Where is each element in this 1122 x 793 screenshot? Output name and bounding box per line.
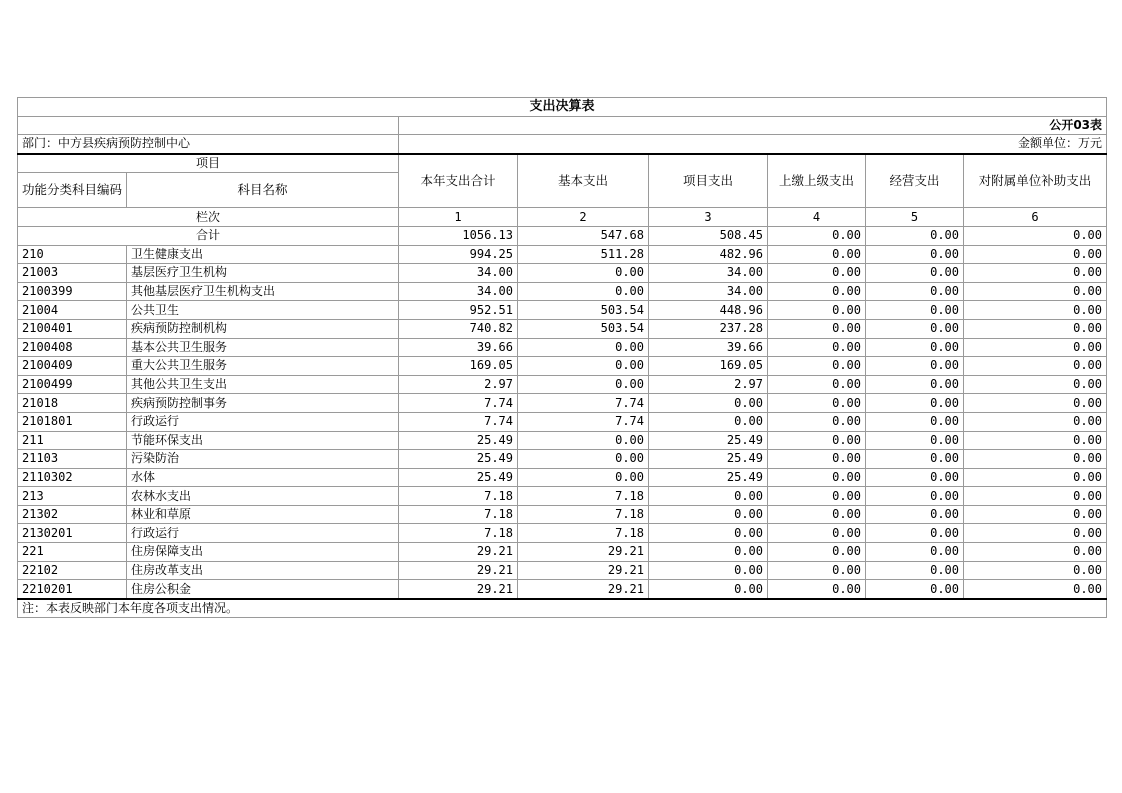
row-value: 25.49	[399, 431, 518, 450]
row-value: 0.00	[866, 338, 964, 357]
row-value: 169.05	[649, 357, 768, 376]
row-code: 2100499	[18, 375, 127, 394]
column-number: 2	[518, 208, 649, 227]
row-value: 0.00	[768, 338, 866, 357]
table-row	[18, 319, 1107, 338]
row-value: 0.00	[964, 264, 1107, 283]
total-value: 0.00	[964, 226, 1107, 245]
row-name: 住房公积金	[127, 580, 399, 599]
table-row	[18, 264, 1107, 283]
department-label: 部门：中方县疾病预防控制中心	[18, 135, 399, 154]
row-name: 疾病预防控制机构	[127, 319, 399, 338]
row-value: 511.28	[518, 245, 649, 264]
column-number: 3	[649, 208, 768, 227]
row-value: 0.00	[768, 375, 866, 394]
header-subsidy: 对附属单位补助支出	[964, 154, 1107, 208]
table-row	[18, 375, 1107, 394]
row-value: 34.00	[649, 282, 768, 301]
total-value: 1056.13	[399, 226, 518, 245]
row-value: 0.00	[518, 431, 649, 450]
table-row	[18, 282, 1107, 301]
row-value: 0.00	[768, 524, 866, 543]
row-value: 0.00	[518, 282, 649, 301]
row-name: 行政运行	[127, 412, 399, 431]
table-row	[18, 245, 1107, 264]
table-row	[18, 580, 1107, 599]
table-number: 公开03表	[399, 116, 1107, 135]
row-code: 21004	[18, 301, 127, 320]
row-value: 0.00	[866, 561, 964, 580]
row-value: 0.00	[768, 468, 866, 487]
header-name: 科目名称	[127, 173, 399, 208]
table-row	[18, 301, 1107, 320]
row-value: 740.82	[399, 319, 518, 338]
row-code: 21103	[18, 450, 127, 469]
header-business: 经营支出	[866, 154, 964, 208]
row-value: 0.00	[964, 412, 1107, 431]
row-value: 25.49	[649, 468, 768, 487]
row-name: 基本公共卫生服务	[127, 338, 399, 357]
row-value: 0.00	[866, 412, 964, 431]
row-value: 0.00	[964, 282, 1107, 301]
row-value: 952.51	[399, 301, 518, 320]
row-value: 7.18	[399, 487, 518, 506]
table-row	[18, 468, 1107, 487]
department-row	[18, 135, 1107, 154]
row-value: 0.00	[964, 431, 1107, 450]
row-value: 0.00	[649, 505, 768, 524]
row-value: 0.00	[768, 487, 866, 506]
row-code: 2210201	[18, 580, 127, 599]
row-value: 0.00	[866, 487, 964, 506]
table-number-row	[18, 116, 1107, 135]
row-value: 448.96	[649, 301, 768, 320]
row-value: 0.00	[518, 375, 649, 394]
column-number-row	[18, 208, 1107, 227]
row-code: 2100408	[18, 338, 127, 357]
row-value: 0.00	[768, 412, 866, 431]
row-value: 0.00	[518, 264, 649, 283]
row-value: 0.00	[964, 301, 1107, 320]
row-value: 0.00	[964, 505, 1107, 524]
unit-label: 金额单位：万元	[399, 135, 1107, 154]
row-value: 0.00	[866, 245, 964, 264]
row-name: 疾病预防控制事务	[127, 394, 399, 413]
row-value: 29.21	[518, 561, 649, 580]
row-value: 503.54	[518, 319, 649, 338]
row-value: 0.00	[866, 264, 964, 283]
row-value: 0.00	[964, 450, 1107, 469]
column-number-label: 栏次	[18, 208, 399, 227]
header-code: 功能分类科目编码	[18, 173, 127, 208]
row-value: 0.00	[964, 561, 1107, 580]
row-value: 7.18	[399, 505, 518, 524]
row-value: 0.00	[649, 543, 768, 562]
row-value: 0.00	[518, 450, 649, 469]
row-code: 2130201	[18, 524, 127, 543]
row-name: 农林水支出	[127, 487, 399, 506]
row-value: 34.00	[399, 282, 518, 301]
header-upper: 上缴上级支出	[768, 154, 866, 208]
header-row-1	[18, 154, 1107, 173]
row-value: 0.00	[768, 319, 866, 338]
row-name: 公共卫生	[127, 301, 399, 320]
header-item: 项目	[18, 154, 399, 173]
header-project: 项目支出	[649, 154, 768, 208]
total-label: 合计	[18, 226, 399, 245]
row-value: 7.18	[518, 505, 649, 524]
row-value: 0.00	[964, 543, 1107, 562]
row-value: 7.18	[518, 487, 649, 506]
row-value: 7.74	[518, 412, 649, 431]
table-row	[18, 505, 1107, 524]
row-name: 基层医疗卫生机构	[127, 264, 399, 283]
row-value: 39.66	[399, 338, 518, 357]
row-code: 2100401	[18, 319, 127, 338]
row-value: 0.00	[964, 524, 1107, 543]
row-code: 2110302	[18, 468, 127, 487]
row-value: 0.00	[964, 357, 1107, 376]
row-code: 21302	[18, 505, 127, 524]
row-value: 0.00	[649, 412, 768, 431]
row-code: 21018	[18, 394, 127, 413]
row-value: 0.00	[518, 338, 649, 357]
header-basic: 基本支出	[518, 154, 649, 208]
row-value: 0.00	[964, 338, 1107, 357]
table-note: 注：本表反映部门本年度各项支出情况。	[18, 599, 1107, 618]
table-row	[18, 338, 1107, 357]
row-value: 0.00	[964, 394, 1107, 413]
row-value: 0.00	[649, 394, 768, 413]
row-value: 29.21	[518, 580, 649, 599]
row-name: 卫生健康支出	[127, 245, 399, 264]
row-value: 0.00	[964, 580, 1107, 599]
row-value: 0.00	[649, 561, 768, 580]
row-code: 22102	[18, 561, 127, 580]
row-code: 2100409	[18, 357, 127, 376]
row-value: 0.00	[768, 301, 866, 320]
row-value: 0.00	[964, 487, 1107, 506]
row-name: 住房改革支出	[127, 561, 399, 580]
row-value: 25.49	[399, 468, 518, 487]
row-value: 0.00	[866, 468, 964, 487]
row-value: 0.00	[866, 431, 964, 450]
row-value: 0.00	[768, 450, 866, 469]
row-value: 34.00	[649, 264, 768, 283]
expenditure-table	[17, 97, 1107, 618]
row-value: 0.00	[866, 282, 964, 301]
row-value: 2.97	[649, 375, 768, 394]
total-value: 508.45	[649, 226, 768, 245]
row-name: 行政运行	[127, 524, 399, 543]
row-value: 2.97	[399, 375, 518, 394]
column-number: 4	[768, 208, 866, 227]
row-value: 0.00	[649, 487, 768, 506]
total-value: 0.00	[768, 226, 866, 245]
row-value: 7.74	[399, 412, 518, 431]
row-value: 7.18	[399, 524, 518, 543]
note-row	[18, 599, 1107, 618]
row-value: 0.00	[866, 450, 964, 469]
row-name: 重大公共卫生服务	[127, 357, 399, 376]
row-value: 0.00	[768, 394, 866, 413]
total-row	[18, 226, 1107, 245]
row-value: 0.00	[768, 357, 866, 376]
row-value: 25.49	[649, 431, 768, 450]
report-title: 支出决算表	[18, 98, 1107, 117]
row-value: 34.00	[399, 264, 518, 283]
table-row	[18, 561, 1107, 580]
row-name: 林业和草原	[127, 505, 399, 524]
row-name: 水体	[127, 468, 399, 487]
row-value: 7.74	[399, 394, 518, 413]
row-value: 0.00	[866, 524, 964, 543]
row-value: 0.00	[649, 524, 768, 543]
row-code: 211	[18, 431, 127, 450]
column-number: 5	[866, 208, 964, 227]
row-value: 0.00	[866, 580, 964, 599]
row-value: 0.00	[866, 319, 964, 338]
row-value: 237.28	[649, 319, 768, 338]
row-code: 221	[18, 543, 127, 562]
row-value: 25.49	[649, 450, 768, 469]
table-row	[18, 487, 1107, 506]
row-value: 0.00	[768, 264, 866, 283]
row-value: 0.00	[768, 561, 866, 580]
total-value: 547.68	[518, 226, 649, 245]
row-value: 0.00	[866, 301, 964, 320]
row-value: 25.49	[399, 450, 518, 469]
row-value: 29.21	[399, 561, 518, 580]
row-name: 其他公共卫生支出	[127, 375, 399, 394]
title-row	[18, 98, 1107, 117]
table-row	[18, 450, 1107, 469]
total-value: 0.00	[866, 226, 964, 245]
table-row	[18, 394, 1107, 413]
row-value: 0.00	[866, 357, 964, 376]
row-code: 213	[18, 487, 127, 506]
table-row	[18, 524, 1107, 543]
row-value: 482.96	[649, 245, 768, 264]
row-name: 其他基层医疗卫生机构支出	[127, 282, 399, 301]
row-value: 0.00	[866, 375, 964, 394]
row-value: 0.00	[768, 431, 866, 450]
row-value: 0.00	[964, 319, 1107, 338]
row-value: 0.00	[866, 394, 964, 413]
row-name: 住房保障支出	[127, 543, 399, 562]
table-row	[18, 357, 1107, 376]
row-value: 29.21	[399, 543, 518, 562]
row-value: 0.00	[866, 505, 964, 524]
expenditure-report	[17, 97, 1106, 618]
column-number: 1	[399, 208, 518, 227]
row-value: 0.00	[964, 245, 1107, 264]
row-value: 503.54	[518, 301, 649, 320]
column-number: 6	[964, 208, 1107, 227]
row-value: 0.00	[866, 543, 964, 562]
table-row	[18, 431, 1107, 450]
row-value: 0.00	[768, 245, 866, 264]
table-row	[18, 543, 1107, 562]
row-value: 29.21	[399, 580, 518, 599]
row-value: 0.00	[768, 543, 866, 562]
row-name: 节能环保支出	[127, 431, 399, 450]
row-code: 2100399	[18, 282, 127, 301]
table-row	[18, 412, 1107, 431]
row-code: 210	[18, 245, 127, 264]
row-value: 7.74	[518, 394, 649, 413]
row-value: 0.00	[964, 375, 1107, 394]
row-value: 7.18	[518, 524, 649, 543]
row-value: 39.66	[649, 338, 768, 357]
row-value: 0.00	[649, 580, 768, 599]
row-value: 0.00	[768, 505, 866, 524]
row-value: 994.25	[399, 245, 518, 264]
row-value: 0.00	[518, 357, 649, 376]
row-value: 0.00	[518, 468, 649, 487]
row-value: 0.00	[768, 282, 866, 301]
row-value: 169.05	[399, 357, 518, 376]
row-value: 0.00	[768, 580, 866, 599]
row-value: 0.00	[964, 468, 1107, 487]
row-code: 2101801	[18, 412, 127, 431]
header-total: 本年支出合计	[399, 154, 518, 208]
row-code: 21003	[18, 264, 127, 283]
row-name: 污染防治	[127, 450, 399, 469]
row-value: 29.21	[518, 543, 649, 562]
